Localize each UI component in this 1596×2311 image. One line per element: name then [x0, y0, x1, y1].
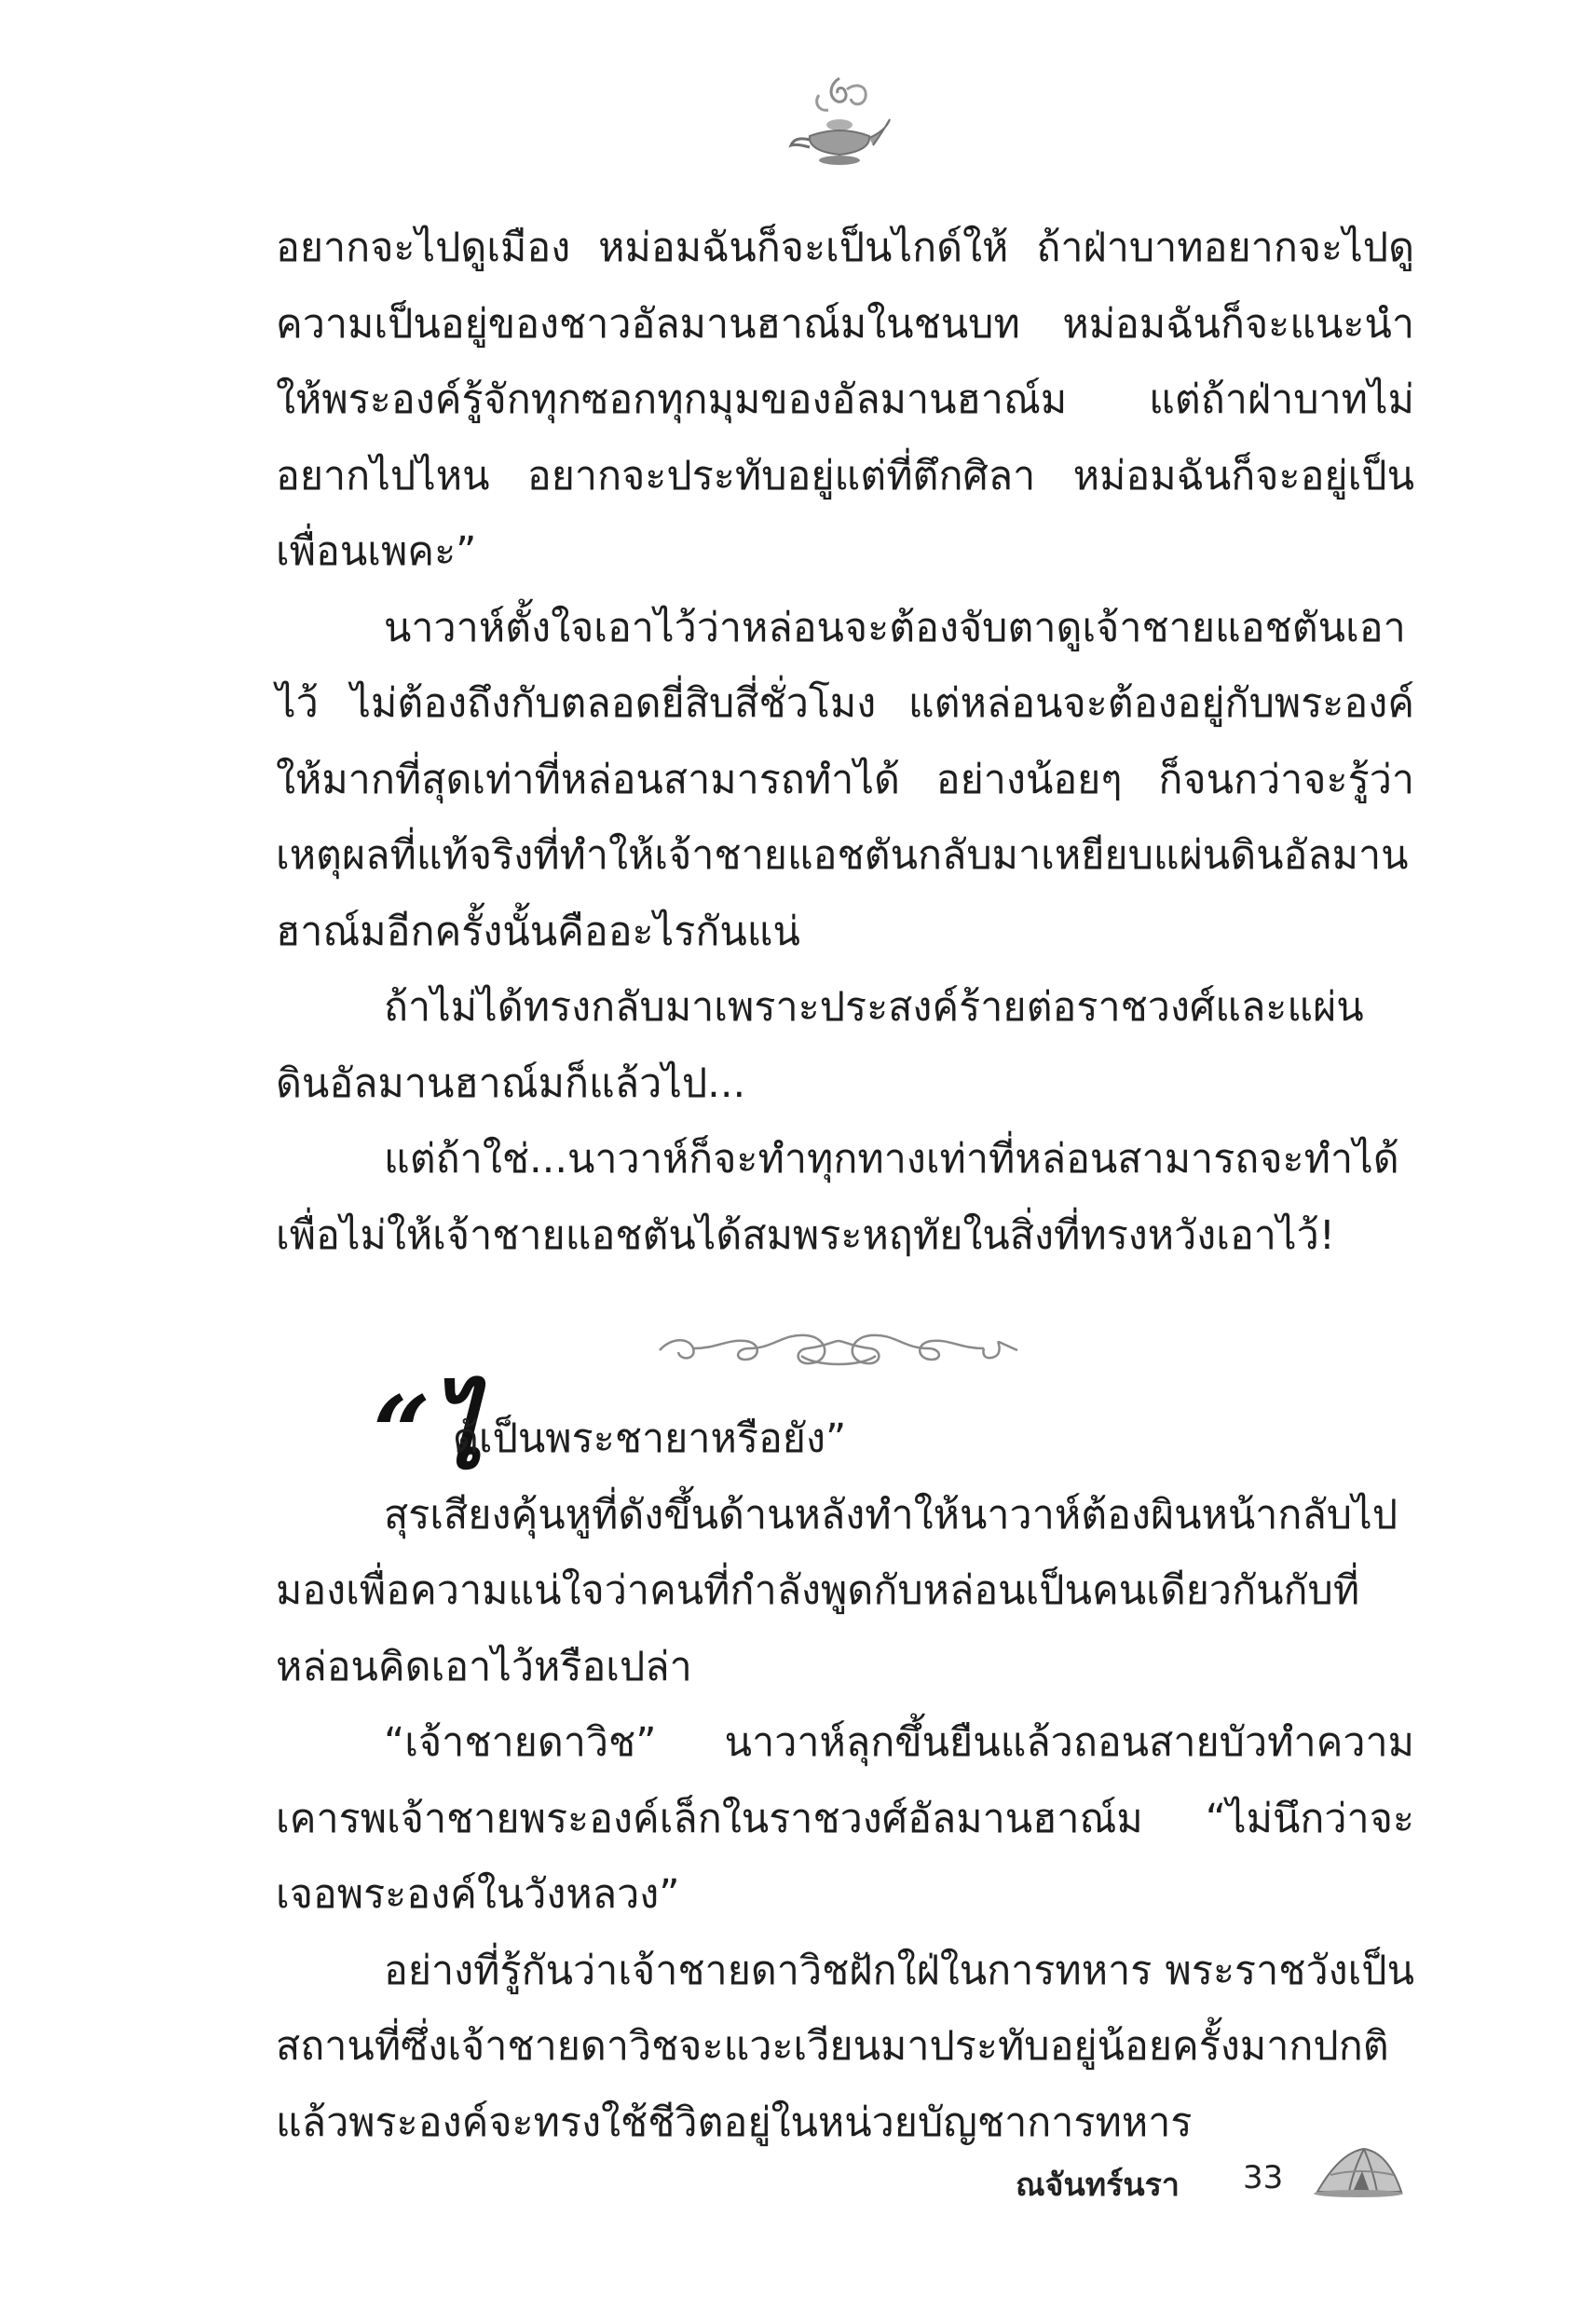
paragraph: นาวาห์ตั้งใจเอาไว้ว่าหล่อนจะต้องจับตาดูเจ้าชายแอชตันเอาไว้ ไม่ต้องถึงกับตลอดยี่สิบสี่ชั่วโมง แต่หล่อนจะต้องอยู่กับพระองค์ให้มากที่สุดเท่าที่หล่อนสามารถทำได้ อย่างน้อยๆ ก็จนกว่าจะรู้ว่า เหตุผลที่แท้จริงที่ทำให้เจ้าชายแอชตันกลับมาเหยียบแผ่นดินอัลมานฮาณ์มอีกครั้งนั้นคืออะไรกันแน่ [276, 604, 1414, 955]
paragraph: อยากจะไปดูเมือง หม่อมฉันก็จะเป็นไกด์ให้ ถ้าฝ่าบาทอยากจะไปดูความเป็นอยู่ของชาวอัลมานฮาณ์มในชนบท หม่อมฉันก็จะแนะนำให้พระองค์รู้จักทุกซอกทุกมุมของอัลมานฮาณ์ม แต่ถ้าฝ่าบาทไม่อยากไปไหน อยากจะประทับอยู่แต่ที่ตึกศิลา หม่อมฉันก็จะอยู่เป็นเพื่อนเพคะ” [276, 225, 1414, 575]
paragraph: อย่างที่รู้กันว่าเจ้าชายดาวิชฝักใฝ่ในการทหาร พระราชวังเป็นสถานที่ซึ่งเจ้าชายดาวิชจะแวะเวียนมาประทับอยู่น้อยครั้งมากปกติแล้วพระองค์จะทรงใช้ชีวิตอยู่ในหน่วยบัญชาการทหาร [276, 1947, 1414, 2146]
page-number: 33 [1243, 2159, 1284, 2196]
paragraph: แต่ถ้าใช่...นาวาห์ก็จะทำทุกทางเท่าที่หล่อนสามารถจะทำได้เพื่อไม่ให้เจ้าชายแอชตันได้สมพระหฤทัยในสิ่งที่ทรงหวังเอาไว้! [276, 1136, 1399, 1259]
paragraph: ถ้าไม่ได้ทรงกลับมาเพราะประสงค์ร้ายต่อราชวงศ์และแผ่นดินอัลมานฮาณ์มก็แล้วไป... [276, 984, 1364, 1107]
flourish-divider-icon [652, 1328, 1025, 1371]
dropcap-line [276, 1374, 1414, 1492]
footer-author: ณจันทร์นรา [1016, 2167, 1180, 2204]
magic-lamp-icon [782, 71, 893, 173]
paragraph: สุรเสียงคุ้นหูที่ดังขึ้นด้านหลังทำให้นาวาห์ต้องผินหน้ากลับไปมองเพื่อความแน่ใจว่าคนที่กำลังพูดกับหล่อนเป็นคนเดียวกันกับที่หล่อนคิดเอาไว้หรือเปล่า [276, 1491, 1398, 1690]
tent-icon [1312, 2143, 1405, 2199]
dropcap-line-text: ด้เป็นพระชายาหรือยัง” [453, 1415, 847, 1462]
body-text-section-1 [276, 211, 1414, 1274]
dropcap: “ไ [373, 1374, 482, 1492]
body-text-section-2 [276, 1374, 1414, 2161]
paragraph: “เจ้าชายดาวิช” นาวาห์ลุกขึ้นยืนแล้วถอนสายบัวทำความเคารพเจ้าชายพระองค์เล็กในราชวงศ์อัลมานฮาณ์ม “ไม่นึกว่าจะเจอพระองค์ในวังหลวง” [276, 1719, 1414, 1918]
